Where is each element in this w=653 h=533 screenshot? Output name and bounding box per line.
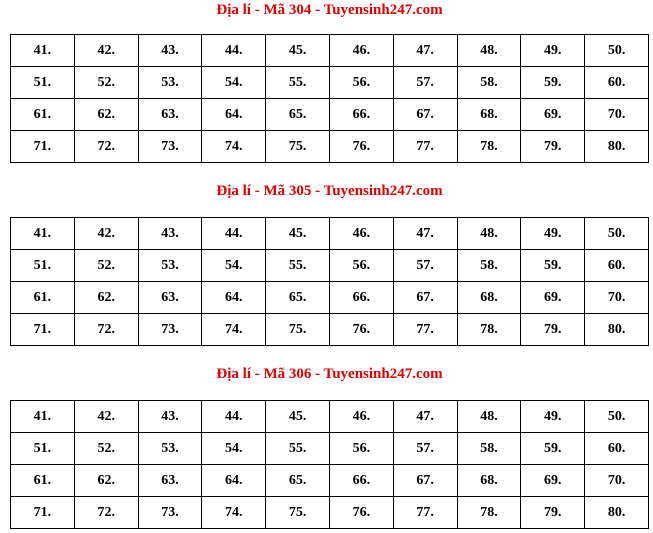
answer-cell: 57. (393, 433, 457, 465)
answer-cell: 48. (457, 218, 521, 250)
answer-cell: 72. (74, 314, 138, 346)
answer-cell: 54. (202, 433, 266, 465)
answer-cell: 66. (329, 465, 393, 497)
answer-cell: 56. (329, 67, 393, 99)
answer-cell: 44. (202, 401, 266, 433)
table-row (11, 465, 649, 497)
answer-cell: 78. (457, 497, 521, 529)
answer-table (10, 400, 649, 529)
answer-cell: 75. (266, 131, 330, 163)
answer-cell: 66. (329, 282, 393, 314)
answer-cell: 71. (11, 131, 75, 163)
answer-section-304 (10, 0, 649, 154)
answer-cell: 61. (11, 465, 75, 497)
answer-cell: 70. (585, 99, 649, 131)
answer-cell: 56. (329, 433, 393, 465)
answer-cell: 55. (266, 433, 330, 465)
answer-cell: 69. (521, 465, 585, 497)
answer-cell: 45. (266, 401, 330, 433)
answer-section-305 (10, 181, 649, 337)
answer-cell: 65. (266, 465, 330, 497)
answer-cell: 48. (457, 35, 521, 67)
table-row (11, 401, 649, 433)
answer-cell: 64. (202, 99, 266, 131)
answer-cell: 59. (521, 67, 585, 99)
answer-cell: 70. (585, 465, 649, 497)
section-title: Địa lí - Mã 306 - Tuyensinh247.com (216, 366, 443, 382)
answer-cell: 74. (202, 314, 266, 346)
answer-cell: 62. (74, 282, 138, 314)
answer-cell: 49. (521, 35, 585, 67)
answer-cell: 53. (138, 433, 202, 465)
answer-cell: 54. (202, 67, 266, 99)
table-row (11, 282, 649, 314)
answer-cell: 44. (202, 218, 266, 250)
answer-cell: 41. (11, 218, 75, 250)
answer-cell: 76. (329, 314, 393, 346)
answer-table-body (11, 401, 649, 529)
answer-cell: 59. (521, 250, 585, 282)
answer-cell: 57. (393, 250, 457, 282)
table-row (11, 497, 649, 529)
answer-cell: 68. (457, 282, 521, 314)
section-title: Địa lí - Mã 304 - Tuyensinh247.com (216, 2, 443, 18)
answer-cell: 62. (74, 99, 138, 131)
table-row (11, 314, 649, 346)
answer-cell: 69. (521, 99, 585, 131)
answer-table-body (11, 35, 649, 163)
answer-cell: 48. (457, 401, 521, 433)
answer-cell: 58. (457, 67, 521, 99)
section-title: Địa lí - Mã 305 - Tuyensinh247.com (216, 183, 443, 199)
answer-cell: 68. (457, 99, 521, 131)
answer-cell: 47. (393, 401, 457, 433)
table-row (11, 218, 649, 250)
answer-cell: 65. (266, 99, 330, 131)
answer-cell: 69. (521, 282, 585, 314)
answer-cell: 60. (585, 433, 649, 465)
answer-cell: 79. (521, 497, 585, 529)
answer-cell: 56. (329, 250, 393, 282)
answer-cell: 71. (11, 497, 75, 529)
answer-cell: 65. (266, 282, 330, 314)
answer-cell: 71. (11, 314, 75, 346)
answer-cell: 51. (11, 250, 75, 282)
answer-cell: 77. (393, 497, 457, 529)
answer-cell: 47. (393, 35, 457, 67)
answer-cell: 79. (521, 314, 585, 346)
answer-cell: 74. (202, 131, 266, 163)
answer-cell: 76. (329, 497, 393, 529)
answer-cell: 44. (202, 35, 266, 67)
answer-cell: 50. (585, 401, 649, 433)
answer-table (10, 217, 649, 346)
answer-cell: 68. (457, 465, 521, 497)
answer-cell: 80. (585, 314, 649, 346)
answer-cell: 52. (74, 433, 138, 465)
answer-cell: 45. (266, 218, 330, 250)
answer-cell: 52. (74, 250, 138, 282)
answer-cell: 42. (74, 35, 138, 67)
answer-cell: 55. (266, 250, 330, 282)
answer-cell: 46. (329, 35, 393, 67)
answer-cell: 46. (329, 401, 393, 433)
table-row (11, 433, 649, 465)
answer-section-306 (10, 364, 649, 520)
answer-cell: 41. (11, 401, 75, 433)
answer-cell: 75. (266, 314, 330, 346)
answer-cell: 73. (138, 314, 202, 346)
answer-cell: 67. (393, 99, 457, 131)
answer-cell: 79. (521, 131, 585, 163)
answer-cell: 78. (457, 314, 521, 346)
answer-cell: 43. (138, 218, 202, 250)
answer-cell: 41. (11, 35, 75, 67)
answer-cell: 77. (393, 314, 457, 346)
answer-cell: 42. (74, 218, 138, 250)
answer-cell: 55. (266, 67, 330, 99)
answer-cell: 58. (457, 250, 521, 282)
answer-cell: 72. (74, 497, 138, 529)
answer-cell: 59. (521, 433, 585, 465)
answer-cell: 49. (521, 401, 585, 433)
answer-cell: 53. (138, 250, 202, 282)
answer-cell: 77. (393, 131, 457, 163)
answer-table (10, 34, 649, 163)
answer-cell: 64. (202, 465, 266, 497)
answer-cell: 43. (138, 35, 202, 67)
answer-cell: 60. (585, 67, 649, 99)
answer-table-body (11, 218, 649, 346)
answer-cell: 78. (457, 131, 521, 163)
answer-cell: 45. (266, 35, 330, 67)
answer-cell: 46. (329, 218, 393, 250)
answer-cell: 53. (138, 67, 202, 99)
table-row (11, 35, 649, 67)
answer-cell: 63. (138, 99, 202, 131)
answer-cell: 73. (138, 131, 202, 163)
answer-cell: 61. (11, 99, 75, 131)
answer-cell: 54. (202, 250, 266, 282)
answer-cell: 52. (74, 67, 138, 99)
answer-cell: 66. (329, 99, 393, 131)
answer-cell: 60. (585, 250, 649, 282)
answer-cell: 58. (457, 433, 521, 465)
answer-cell: 49. (521, 218, 585, 250)
answer-cell: 63. (138, 282, 202, 314)
answer-cell: 50. (585, 218, 649, 250)
answer-cell: 43. (138, 401, 202, 433)
answer-cell: 57. (393, 67, 457, 99)
table-row (11, 250, 649, 282)
table-row (11, 67, 649, 99)
answer-cell: 62. (74, 465, 138, 497)
answer-cell: 50. (585, 35, 649, 67)
answer-cell: 80. (585, 131, 649, 163)
table-row (11, 131, 649, 163)
answer-cell: 67. (393, 282, 457, 314)
answer-cell: 47. (393, 218, 457, 250)
answer-cell: 72. (74, 131, 138, 163)
answer-cell: 70. (585, 282, 649, 314)
answer-cell: 75. (266, 497, 330, 529)
answer-cell: 64. (202, 282, 266, 314)
table-row (11, 99, 649, 131)
answer-cell: 67. (393, 465, 457, 497)
answer-cell: 73. (138, 497, 202, 529)
answer-cell: 42. (74, 401, 138, 433)
answer-cell: 61. (11, 282, 75, 314)
answer-cell: 51. (11, 67, 75, 99)
answer-cell: 76. (329, 131, 393, 163)
answer-cell: 80. (585, 497, 649, 529)
answer-cell: 51. (11, 433, 75, 465)
answer-cell: 74. (202, 497, 266, 529)
answer-cell: 63. (138, 465, 202, 497)
